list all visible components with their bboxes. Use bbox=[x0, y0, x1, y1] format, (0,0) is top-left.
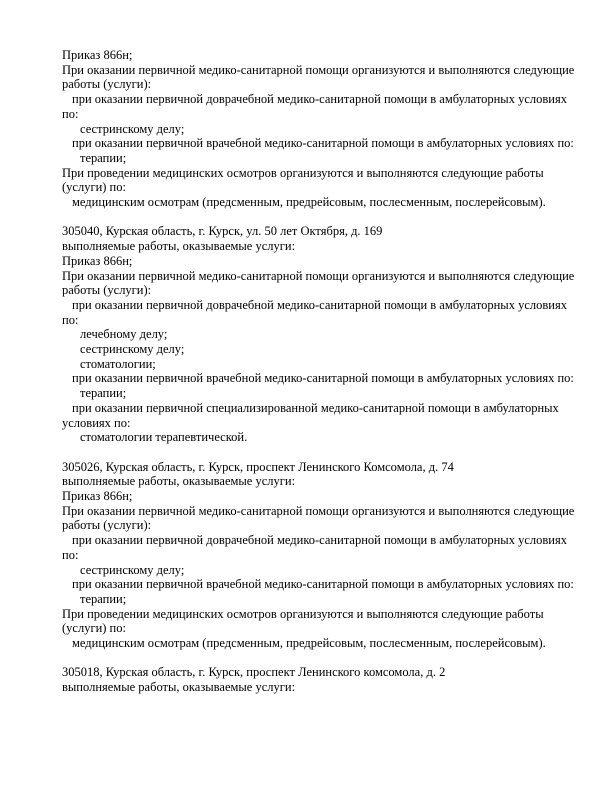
service-item: медицинским осмотрам (предсменным, предрейсовым, послесменным, послерейсовым). bbox=[72, 636, 546, 651]
text-line: условиях по: bbox=[62, 415, 131, 430]
entry-address: 305026, Курская область, г. Курск, проспект Ленинского Комсомола, д. 74 bbox=[62, 459, 454, 474]
service-item: стоматологии; bbox=[80, 356, 156, 371]
service-item: терапии; bbox=[80, 386, 127, 401]
services-label: выполняемые работы, оказываемые услуги: bbox=[62, 474, 296, 489]
service-item: терапии; bbox=[80, 591, 127, 606]
text-line: работы (услуги): bbox=[62, 518, 152, 533]
text-line: при оказании первичной доврачебной медико-санитарной помощи в амбулаторных условиях bbox=[72, 92, 567, 107]
text-line: при оказании первичной доврачебной медико-санитарной помощи в амбулаторных условиях bbox=[72, 297, 567, 312]
text-line: при оказании первичной врачебной медико-санитарной помощи в амбулаторных условиях по: bbox=[72, 136, 574, 151]
service-item: сестринскому делу; bbox=[80, 342, 185, 357]
text-line: При оказании первичной медико-санитарной помощи организуются и выполняются следующие bbox=[62, 503, 575, 518]
text-line: При оказании первичной медико-санитарной помощи организуются и выполняются следующие bbox=[62, 268, 575, 283]
services-label: выполняемые работы, оказываемые услуги: bbox=[62, 239, 296, 254]
entry-address: 305040, Курская область, г. Курск, ул. 50 лет Октября, д. 169 bbox=[62, 224, 383, 239]
license-entry-305018 bbox=[62, 665, 592, 694]
text-line: по: bbox=[62, 106, 79, 121]
text-line: работы (услуги): bbox=[62, 77, 152, 92]
text-line: работы (услуги): bbox=[62, 283, 152, 298]
text-line: (услуги) по: bbox=[62, 621, 126, 636]
text-line: При проведении медицинских осмотров организуются и выполняются следующие работы bbox=[62, 606, 544, 621]
service-item: сестринскому делу; bbox=[80, 562, 185, 577]
license-entry-305040 bbox=[62, 224, 592, 445]
document-content bbox=[62, 48, 592, 695]
text-line: при оказании первичной доврачебной медико-санитарной помощи в амбулаторных условиях bbox=[72, 533, 567, 548]
order-reference: Приказ 866н; bbox=[62, 489, 133, 504]
text-line: при оказании первичной специализированной медико-санитарной помощи в амбулаторных bbox=[72, 400, 559, 415]
text-line: при оказании первичной врачебной медико-санитарной помощи в амбулаторных условиях по: bbox=[72, 577, 574, 592]
service-item: лечебному делу; bbox=[80, 327, 168, 342]
order-reference: Приказ 866н; bbox=[62, 253, 133, 268]
text-line: при оказании первичной врачебной медико-санитарной помощи в амбулаторных условиях по: bbox=[72, 371, 574, 386]
services-label: выполняемые работы, оказываемые услуги: bbox=[62, 680, 296, 695]
text-line: (услуги) по: bbox=[62, 180, 126, 195]
order-reference: Приказ 866н; bbox=[62, 48, 133, 62]
text-line: по: bbox=[62, 547, 79, 562]
text-line: по: bbox=[62, 312, 79, 327]
service-item: медицинским осмотрам (предсменным, предрейсовым, послесменным, послерейсовым). bbox=[72, 195, 546, 210]
license-entry-continued bbox=[62, 48, 592, 210]
text-line: При оказании первичной медико-санитарной помощи организуются и выполняются следующие bbox=[62, 62, 575, 77]
entry-address: 305018, Курская область, г. Курск, проспект Ленинского комсомола, д. 2 bbox=[62, 665, 446, 680]
text-line: При проведении медицинских осмотров организуются и выполняются следующие работы bbox=[62, 165, 544, 180]
service-item: стоматологии терапевтической. bbox=[80, 430, 248, 445]
service-item: терапии; bbox=[80, 150, 127, 165]
service-item: сестринскому делу; bbox=[80, 121, 185, 136]
license-entry-305026 bbox=[62, 460, 592, 651]
